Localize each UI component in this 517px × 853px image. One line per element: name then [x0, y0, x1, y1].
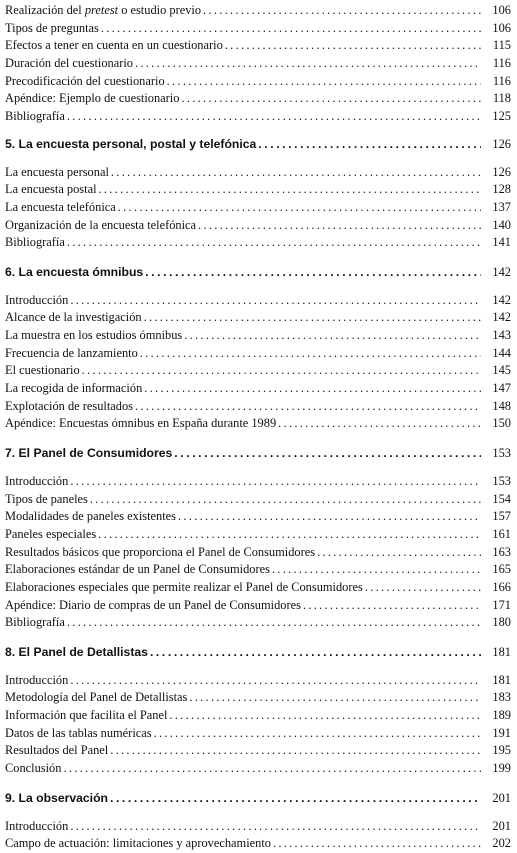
toc-chapter: [5, 790, 511, 853]
page-number: 201: [492, 790, 511, 805]
page-number: 181: [492, 645, 511, 659]
toc-chapters: [5, 136, 511, 853]
toc-entry-text: Realización del: [5, 3, 85, 17]
toc-entry: [5, 362, 511, 380]
page-number: 183: [492, 690, 511, 705]
dot-leader: [198, 217, 481, 235]
toc-entry-label: Modalidades de paneles existentes: [5, 509, 177, 524]
dot-leader: [181, 90, 481, 108]
toc-entry: [5, 760, 511, 778]
toc-entry: [5, 90, 511, 108]
toc-entry-text: Apéndice: Ejemplo de cuestionario: [5, 91, 180, 106]
page-number: 126: [492, 164, 511, 179]
toc-entry-label: La muestra en los estudios ómnibus: [5, 328, 183, 342]
toc-chapter: [5, 644, 511, 778]
table-of-contents: [5, 2, 511, 853]
dot-leader: [70, 473, 481, 491]
page-number: 137: [492, 199, 511, 214]
dot-leader: [273, 835, 481, 853]
dot-leader: [169, 707, 481, 725]
dot-leader: [70, 672, 481, 690]
page-number: 126: [492, 136, 511, 151]
dot-leader: [317, 544, 481, 562]
page-number: 191: [492, 725, 511, 740]
toc-entry-label: Paneles especiales: [5, 526, 97, 541]
toc-entry-label: La encuesta postal: [5, 182, 97, 197]
dot-leader: [82, 362, 481, 380]
toc-entry: [5, 37, 511, 55]
toc-entry-text: Duración del cuestionario: [5, 56, 133, 71]
toc-entry-label: Resultados básicos que proporciona el Panel de Consumidores: [5, 544, 316, 559]
toc-entry: [5, 672, 511, 690]
chapter-heading: [5, 644, 511, 662]
toc-entry-text: Tipos de preguntas: [5, 20, 99, 35]
toc-entry-emphasis: pretest: [84, 3, 119, 17]
toc-entry: [5, 491, 511, 509]
dot-leader: [203, 2, 481, 20]
page-number: 115: [492, 38, 511, 53]
dot-leader: [70, 292, 481, 310]
dot-leader: [174, 445, 481, 463]
toc-chapter: [5, 445, 511, 632]
dot-leader: [110, 790, 481, 808]
dot-leader: [118, 199, 481, 217]
page-number: 189: [492, 708, 511, 723]
dot-leader: [110, 742, 481, 760]
page-number: 118: [492, 91, 511, 106]
dot-leader: [144, 309, 481, 327]
toc-entry: [5, 181, 511, 199]
page-number: 142: [492, 264, 511, 279]
page-number: 202: [492, 836, 511, 851]
toc-entry: [5, 544, 511, 562]
toc-entry-text: Bibliografía: [5, 109, 65, 124]
page-number: 163: [492, 544, 511, 559]
page-number: 195: [492, 743, 511, 758]
page-number: 201: [492, 818, 511, 833]
toc-entry-label: Organización de la encuesta telefónica: [5, 217, 197, 232]
toc-entry-label: Introducción: [5, 818, 69, 833]
toc-entry: [5, 614, 511, 632]
page-number: 142: [492, 292, 511, 307]
page-number: 199: [492, 761, 511, 776]
dot-leader: [98, 526, 481, 544]
toc-entry-text: Precodificación del cuestionario: [5, 73, 165, 88]
page-number: 150: [492, 416, 511, 431]
dot-leader: [67, 614, 481, 632]
toc-entry-label: Elaboraciones especiales que permite realizar el Panel de Consumidores: [5, 579, 363, 594]
toc-entry-label: Resultados del Panel: [5, 743, 109, 758]
toc-entry: [5, 234, 511, 252]
toc-entry-label: Explotación de resultados: [5, 398, 134, 413]
dot-leader: [154, 725, 481, 743]
dot-leader: [225, 37, 481, 55]
toc-entry: [5, 20, 511, 38]
toc-entry: [5, 707, 511, 725]
dot-leader: [365, 579, 481, 597]
toc-entry-label: Campo de actuación: limitaciones y aprovechamiento: [5, 836, 271, 851]
page-number: 166: [492, 579, 511, 594]
page-number: 144: [492, 345, 511, 360]
toc-entry: [5, 345, 511, 363]
toc-entry: [5, 561, 511, 579]
chapter-heading: [5, 445, 511, 463]
toc-entry: [5, 579, 511, 597]
dot-leader: [303, 597, 481, 615]
toc-entry-label: Elaboraciones estándar de un Panel de Consumidores: [5, 562, 270, 577]
chapter-title: 5. La encuesta personal, postal y telefónica: [5, 136, 257, 151]
dot-leader: [178, 508, 481, 526]
page-number: 154: [492, 491, 511, 506]
dot-leader: [135, 55, 481, 73]
page-number: 181: [492, 672, 511, 687]
toc-entry-label: [5, 37, 223, 55]
toc-entry-label: Bibliografía: [5, 615, 65, 630]
page-number: 153: [492, 473, 511, 488]
page-number: 106: [492, 3, 511, 17]
toc-entry-label: [5, 20, 99, 38]
toc-entry: [5, 689, 511, 707]
toc-entry-label: [5, 108, 65, 126]
toc-entry-label: Información que facilita el Panel: [5, 708, 168, 723]
page-number: 141: [492, 235, 511, 250]
toc-entry-text: o estudio previo: [118, 3, 202, 17]
page-number: 128: [492, 182, 511, 197]
page-number: 180: [492, 615, 511, 630]
toc-entry-label: Metodología del Panel de Detallistas: [5, 690, 188, 705]
toc-entry-label: Tipos de paneles: [5, 491, 88, 506]
dot-leader: [101, 20, 481, 38]
toc-entry: [5, 327, 511, 345]
toc-entry-label: Conclusión: [5, 761, 62, 776]
toc-entry-label: Introducción: [5, 473, 69, 488]
dot-leader: [184, 327, 481, 345]
page-number: 142: [492, 310, 511, 325]
toc-entry-label: [5, 73, 165, 91]
toc-entry: [5, 415, 511, 433]
chapter-heading: [5, 264, 511, 282]
page-number: 148: [492, 398, 511, 413]
toc-entry-label: Bibliografía: [5, 235, 65, 250]
chapter-title: 6. La encuesta ómnibus: [5, 264, 144, 279]
toc-entry-label: Introducción: [5, 672, 69, 687]
toc-entry-label: Datos de las tablas numéricas: [5, 725, 152, 740]
toc-entry-label: Apéndice: Encuestas ómnibus en España durante 1989: [5, 416, 277, 431]
page-number: 153: [492, 446, 511, 461]
toc-entry: [5, 292, 511, 310]
toc-entry-label: La recogida de información: [5, 381, 143, 396]
toc-entry-label: [5, 2, 201, 20]
dot-leader: [144, 380, 481, 398]
page-number: 116: [492, 73, 511, 88]
page-number: 106: [492, 20, 511, 35]
toc-entry-label: La encuesta telefónica: [5, 199, 116, 214]
dot-leader: [145, 264, 481, 282]
toc-entry: [5, 526, 511, 544]
toc-entry: [5, 309, 511, 327]
dot-leader: [67, 108, 481, 126]
dot-leader: [272, 561, 481, 579]
chapter-title: 9. La observación: [5, 790, 108, 805]
toc-entry-label: [5, 55, 133, 73]
toc-entry: [5, 835, 511, 853]
toc-entry-label: [5, 90, 179, 108]
toc-entry: [5, 217, 511, 235]
toc-entry: [5, 508, 511, 526]
toc-entry: [5, 818, 511, 836]
toc-chapter: [5, 264, 511, 433]
dot-leader: [189, 689, 481, 707]
toc-entry: [5, 398, 511, 416]
toc-intro-section: [5, 2, 511, 126]
toc-entry: [5, 108, 511, 126]
page-number: 157: [492, 509, 511, 524]
chapter-heading: [5, 790, 511, 808]
toc-entry-label: Frecuencia de lanzamiento: [5, 345, 138, 360]
chapter-title: 7. El Panel de Consumidores: [5, 446, 173, 461]
dot-leader: [70, 818, 481, 836]
page-number: 125: [492, 109, 511, 124]
toc-entry: [5, 2, 511, 20]
page-number: 147: [492, 381, 511, 396]
dot-leader: [67, 234, 481, 252]
dot-leader: [63, 760, 481, 778]
toc-chapter: [5, 136, 511, 252]
chapter-title: 8. El Panel de Detallistas: [5, 645, 148, 659]
page-number: 140: [492, 217, 511, 232]
page-number: 145: [492, 363, 511, 378]
dot-leader: [140, 345, 481, 363]
toc-entry: [5, 164, 511, 182]
toc-entry: [5, 742, 511, 760]
toc-entry: [5, 597, 511, 615]
dot-leader: [90, 491, 481, 509]
dot-leader: [258, 136, 481, 154]
toc-entry: [5, 725, 511, 743]
toc-entry-label: Alcance de la investigación: [5, 310, 142, 325]
toc-entry: [5, 473, 511, 491]
toc-entry-label: La encuesta personal: [5, 164, 109, 179]
page-number: 143: [492, 328, 511, 342]
toc-entry: [5, 55, 511, 73]
chapter-heading: [5, 136, 511, 154]
toc-entry-label: Introducción: [5, 292, 69, 307]
dot-leader: [99, 181, 481, 199]
dot-leader: [167, 73, 481, 91]
page-number: 116: [492, 56, 511, 71]
toc-entry-label: Apéndice: Diario de compras de un Panel de Consumidores: [5, 597, 301, 612]
dot-leader: [150, 644, 481, 662]
dot-leader: [278, 415, 481, 433]
toc-entry-text: Efectos a tener en cuenta en un cuestionario: [5, 38, 223, 53]
toc-entry: [5, 380, 511, 398]
toc-entry: [5, 199, 511, 217]
toc-entry: [5, 73, 511, 91]
page-number: 171: [492, 597, 511, 612]
toc-entry-label: El cuestionario: [5, 363, 80, 378]
page-number: 165: [492, 562, 511, 577]
dot-leader: [111, 164, 481, 182]
dot-leader: [135, 398, 481, 416]
page-number: 161: [492, 526, 511, 541]
